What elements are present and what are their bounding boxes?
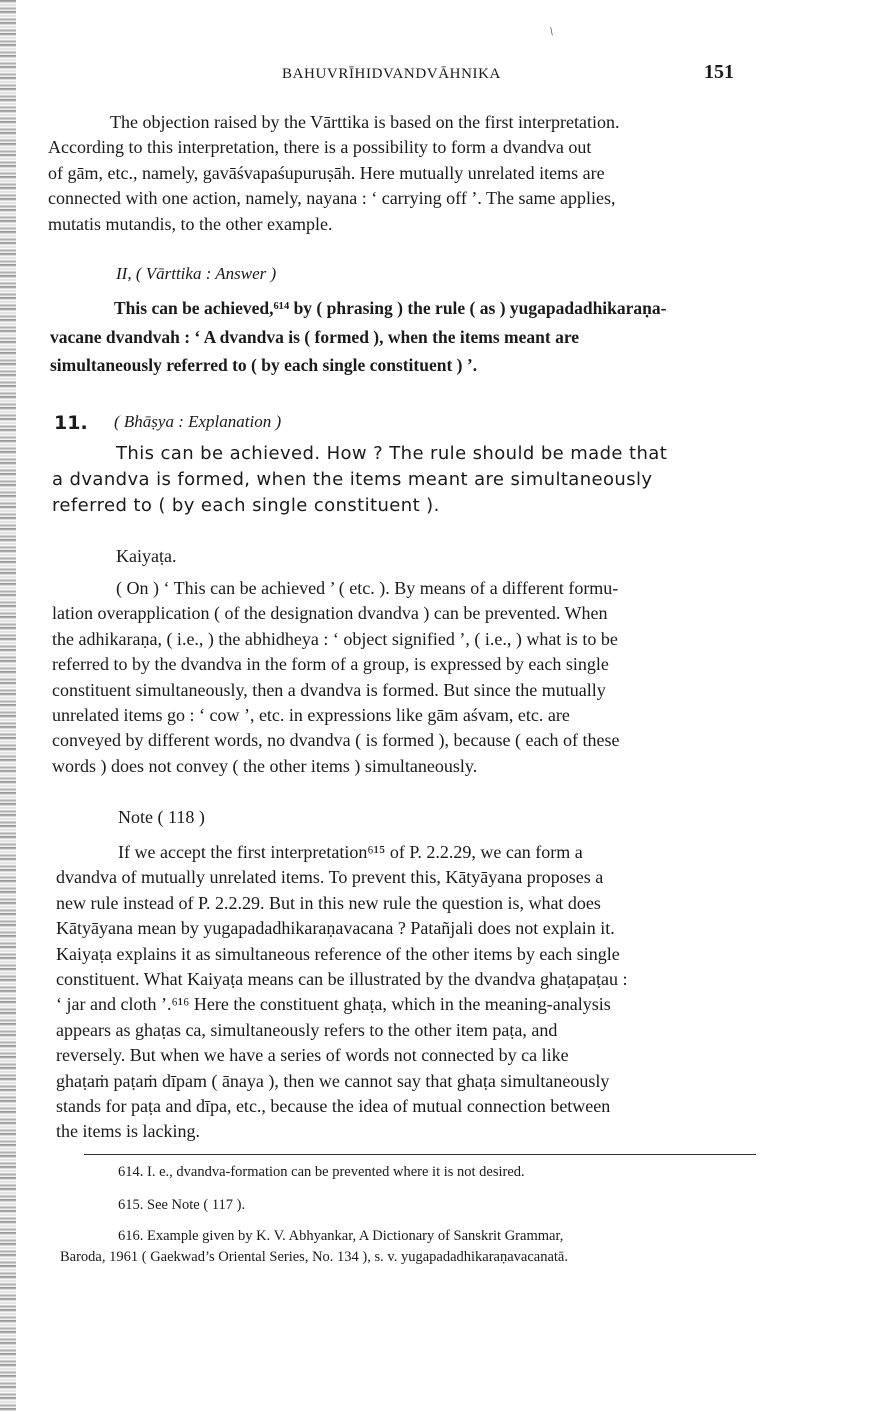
text-line: words ) does not convey ( the other items ) simultaneously. bbox=[52, 755, 478, 776]
kaiyata-text bbox=[52, 576, 752, 779]
footnote-614: 614. I. e., dvandva-formation can be prevented where it is not desired. bbox=[118, 1164, 525, 1180]
text-line: the items is lacking. bbox=[56, 1121, 200, 1142]
text-line: The objection raised by the Vārttika is based on the first interpretation. bbox=[110, 112, 620, 132]
text-line: ‘ jar and cloth ’.⁶¹⁶ Here the constituent ghaṭa, which in the meaning-analysis bbox=[56, 994, 611, 1015]
text-line: constituent. What Kaiyaṭa means can be illustrated by the dvandva ghaṭapaṭau : bbox=[56, 969, 628, 990]
section-number: 11. bbox=[54, 412, 88, 434]
text-line: According to this interpretation, there is a possibility to form a dvandva out bbox=[48, 137, 592, 158]
text-line: referred to by the dvandva in the form of a group, is expressed by each single bbox=[52, 654, 609, 675]
footnote-616: 616. Example given by K. V. Abhyankar, A Dictionary of Sanskrit Grammar, bbox=[118, 1228, 564, 1244]
objection-paragraph bbox=[48, 110, 748, 237]
text-line: stands for paṭa and dīpa, etc., because the idea of mutual connection between bbox=[56, 1096, 611, 1117]
note-text bbox=[56, 840, 754, 1145]
pencil-mark: / bbox=[546, 24, 557, 38]
text-line: This can be achieved,⁶¹⁴ by ( phrasing ) the rule ( as ) yugapadadhikaraṇa- bbox=[114, 298, 667, 318]
text-line: constituent simultaneously, then a dvandva is formed. But since the mutually bbox=[52, 679, 606, 700]
text-line: simultaneously referred to ( by each single constituent ) ’. bbox=[50, 355, 478, 376]
running-title: BAHUVRĪHIDVANDVĀHNIKA bbox=[282, 66, 501, 82]
text-line: Kātyāyana mean by yugapadadhikaraṇavacana ? Patañjali does not explain it. bbox=[56, 918, 615, 939]
text-line: referred to ( by each single constituent ). bbox=[52, 495, 440, 516]
text-line: dvandva of mutually unrelated items. To prevent this, Kātyāyana proposes a bbox=[56, 867, 604, 888]
kaiyata-heading: Kaiyaṭa. bbox=[116, 546, 177, 566]
text-line: unrelated items go : ‘ cow ’, etc. in expressions like gām aśvam, etc. are bbox=[52, 705, 570, 726]
text-line: of gām, etc., namely, gavāśvapaśupuruṣāh. Here mutually unrelated items are bbox=[48, 162, 605, 183]
text-line: vacane dvandvah : ‘ A dvandva is ( formed ), when the items meant are bbox=[50, 326, 580, 347]
varttika-heading: II, ( Vārttika : Answer ) bbox=[116, 264, 277, 283]
text-line: mutatis mutandis, to the other example. bbox=[48, 213, 333, 234]
text-line: lation overapplication ( of the designation dvandva ) can be prevented. When bbox=[52, 603, 608, 624]
text-line: new rule instead of P. 2.2.29. But in this new rule the question is, what does bbox=[56, 892, 601, 913]
text-line: appears as ghaṭas ca, simultaneously refers to the other item paṭa, and bbox=[56, 1019, 558, 1040]
text-line: reversely. But when we have a series of words not connected by ca like bbox=[56, 1045, 569, 1066]
text-line: If we accept the first interpretation⁶¹⁵ of P. 2.2.29, we can form a bbox=[118, 842, 583, 862]
text-line: ghaṭaṁ paṭaṁ dīpam ( ānaya ), then we cannot say that ghaṭa simultaneously bbox=[56, 1070, 610, 1091]
text-line: the adhikaraṇa, ( i.e., ) the abhidheya : ‘ object signified ’, ( i.e., ) what is to be bbox=[52, 628, 618, 649]
note-heading: Note ( 118 ) bbox=[118, 807, 205, 827]
scan-edge-shadow bbox=[0, 0, 16, 1411]
text-line: This can be achieved. How ? The rule should be made that bbox=[116, 443, 668, 464]
text-line: connected with one action, namely, nayana : ‘ carrying off ’. The same applies, bbox=[48, 188, 616, 209]
footnote-616-continued: Baroda, 1961 ( Gaekwad’s Oriental Series, No. 134 ), s. v. yugapadadhikaraṇavacanatā. bbox=[60, 1249, 568, 1265]
bhasya-heading: ( Bhāṣya : Explanation ) bbox=[114, 412, 282, 431]
text-line: Kaiyaṭa explains it as simultaneous reference of the other items by each single bbox=[56, 943, 620, 964]
footnote-615: 615. See Note ( 117 ). bbox=[118, 1197, 246, 1213]
text-line: ( On ) ‘ This can be achieved ’ ( etc. ). By means of a different formu- bbox=[116, 578, 619, 598]
page-number: 151 bbox=[704, 61, 734, 83]
text-line: conveyed by different words, no dvandva ( is formed ), because ( each of these bbox=[52, 730, 620, 751]
text-line: a dvandva is formed, when the items meant are simultaneously bbox=[52, 469, 653, 490]
footnote-divider bbox=[84, 1154, 756, 1155]
varttika-text bbox=[50, 294, 750, 380]
bhasya-text bbox=[52, 441, 752, 519]
